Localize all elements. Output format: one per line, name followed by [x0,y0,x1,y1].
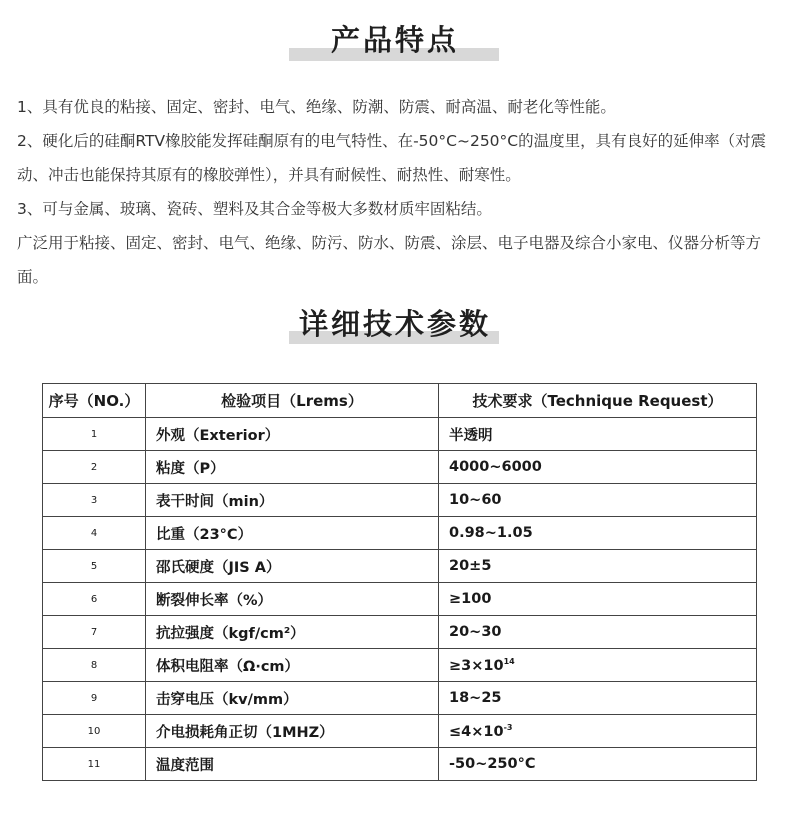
spec-table [42,383,757,781]
inspection-item: 表干时间（min） [146,484,439,517]
technical-requirement [439,550,757,583]
requirement-value: -50~250°C [449,756,536,772]
inspection-item: 体积电阻率（Ω·cm） [146,649,439,682]
inspection-item: 介电损耗角正切（1MHZ） [146,715,439,748]
requirement-exponent: 14 [503,656,515,666]
row-number: 5 [43,550,146,583]
feature-paragraph-3: 3、可与金属、玻璃、瓷砖、塑料及其合金等极大多数材质牢固粘结。 [17,200,492,218]
features-heading: 产品特点 [330,23,459,57]
feature-paragraph-1: 1、具有优良的粘接、固定、密封、电气、绝缘、防潮、防震、耐高温、耐老化等性能。 [17,98,616,116]
table-row [43,715,757,748]
table-row [43,517,757,550]
row-number: 4 [43,517,146,550]
row-number: 1 [43,418,146,451]
inspection-item: 断裂伸长率（%） [146,583,439,616]
table-row [43,616,757,649]
inspection-item: 粘度（P） [146,451,439,484]
requirement-value: ≤4×10 [449,723,504,740]
specs-heading: 详细技术参数 [298,307,491,341]
feature-paragraph-2: 2、硬化后的硅酮RTV橡胶能发挥硅酮原有的电气特性、在-50°C~250°C的温度里，具有良好的延伸率（对震动、冲击也能保持其原有的橡胶弹性），并具有耐候性、耐热性、耐寒性。 [17,132,767,184]
inspection-item: 击穿电压（kv/mm） [146,682,439,715]
table-row [43,583,757,616]
technical-requirement [439,715,757,748]
table-row [43,418,757,451]
requirement-value: ≥100 [449,591,492,607]
features-text [17,90,777,294]
table-row [43,649,757,682]
header-no: 序号（NO.） [43,384,146,418]
requirement-value: 10~60 [449,492,502,508]
technical-requirement [439,649,757,682]
row-number: 2 [43,451,146,484]
table-row [43,748,757,781]
requirement-value: ≥3×10 [449,657,504,674]
technical-requirement [439,517,757,550]
requirement-value: 半透明 [449,427,493,444]
table-row [43,484,757,517]
technical-requirement [439,583,757,616]
inspection-item: 邵氏硬度（JIS A） [146,550,439,583]
inspection-item: 温度范围 [146,748,439,781]
row-number: 8 [43,649,146,682]
row-number: 6 [43,583,146,616]
requirement-value: 18~25 [449,690,502,706]
technical-requirement [439,748,757,781]
requirement-value: 0.98~1.05 [449,525,533,541]
feature-paragraph-applications: 广泛用于粘接、固定、密封、电气、绝缘、防污、防水、防震、涂层、电子电器及综合小家电、仪器分析等方面。 [17,234,762,286]
row-number: 11 [43,748,146,781]
row-number: 7 [43,616,146,649]
requirement-value: 4000~6000 [449,459,542,475]
row-number: 10 [43,715,146,748]
requirement-value: 20~30 [449,624,502,640]
technical-requirement [439,682,757,715]
technical-requirement [439,418,757,451]
table-header-row [43,384,757,418]
row-number: 3 [43,484,146,517]
table-row [43,682,757,715]
technical-requirement [439,616,757,649]
requirement-value: 20±5 [449,558,492,574]
requirement-exponent: -3 [503,722,513,732]
table-row [43,451,757,484]
header-item: 检验项目（Lrems） [146,384,439,418]
row-number: 9 [43,682,146,715]
inspection-item: 外观（Exterior） [146,418,439,451]
table-row [43,550,757,583]
spec-table-body [43,418,757,781]
inspection-item: 抗拉强度（kgf/cm²） [146,616,439,649]
inspection-item: 比重（23°C） [146,517,439,550]
technical-requirement [439,451,757,484]
technical-requirement [439,484,757,517]
header-requirement: 技术要求（Technique Request） [439,384,757,418]
